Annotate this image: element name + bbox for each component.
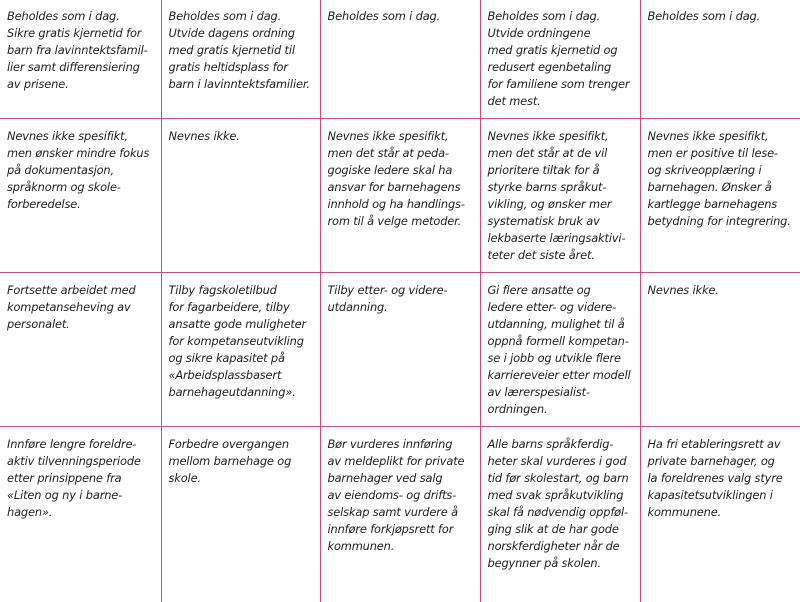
table-cell: Nevnes ikke. [640,273,800,427]
table-cell: Beholdes som i dag. [640,0,800,119]
table-cell: Nevnes ikke. [161,119,320,273]
table-row [0,0,800,119]
table-cell: Fortsette arbeidet med kompetanseheving av personalet. [0,273,161,427]
table-cell: Forbedre overgangen mellom barnehage og skole. [161,427,320,602]
table-cell: Nevnes ikke spesifikt, men ønsker mindre fokus på dokumentasjon, språknorm og skole- forberedelse. [0,119,161,273]
table-cell: Ha fri etableringsrett av private barnehager, og la foreldrenes valg styre kapasitetsutviklingen i kommunene. [640,427,800,602]
table-cell: Gi flere ansatte og ledere etter- og videre- utdanning, mulighet til å oppnå formell kompetan- se i jobb og utvikle flere karriereveier etter modell av lærerspesialist- ordningen. [480,273,640,427]
table-cell: Beholdes som i dag. Utvide dagens ordning med gratis kjernetid til gratis heltidsplass for barn i lavinntektsfamilier. [161,0,320,119]
table-cell: Alle barns språkferdig- heter skal vurderes i god tid før skolestart, og barn med svak språkutvikling skal få nødvendig oppføl- ging slik at de har gode norskferdigheter når de begynner på skolen. [480,427,640,602]
table-cell: Tilby fagskoletilbud for fagarbeidere, tilby ansatte gode muligheter for kompetanseutvikling og sikre kapasitet på «Arbeidsplassbasert barnehageutdanning». [161,273,320,427]
table-row [0,273,800,427]
table-row [0,119,800,273]
table-cell: Nevnes ikke spesifikt, men er positive til lese- og skriveopplæring i barnehagen. Ønsker å kartlegge barnehagens betydning for integrering. [640,119,800,273]
table-cell: Nevnes ikke spesifikt, men det står at peda- gogiske ledere skal ha ansvar for barnehagens innhold og ha handlings- rom til å velge metoder. [320,119,480,273]
table-cell: Beholdes som i dag. Sikre gratis kjernetid for barn fra lavinntektsfamil- lier samt differensiering av prisene. [0,0,161,119]
table-cell: Bør vurderes innføring av meldeplikt for private barnehager ved salg av eiendoms- og drifts- selskap samt vurdere å innføre forkjøpsrett for kommunen. [320,427,480,602]
table-row [0,427,800,602]
table-cell: Nevnes ikke spesifikt, men det står at de vil prioritere tiltak for å styrke barns språkut- vikling, og ønsker mer systematisk bruk av lekbaserte læringsaktivi- teter det siste året. [480,119,640,273]
table-cell: Tilby etter- og videre- utdanning. [320,273,480,427]
table-cell: Beholdes som i dag. [320,0,480,119]
table-cell: Beholdes som i dag. Utvide ordningene med gratis kjernetid og redusert egenbetaling for familiene som trenger det mest. [480,0,640,119]
table-cell: Innføre lengre foreldre- aktiv tilvenningsperiode etter prinsippene fra «Liten og ny i barne- hagen». [0,427,161,602]
